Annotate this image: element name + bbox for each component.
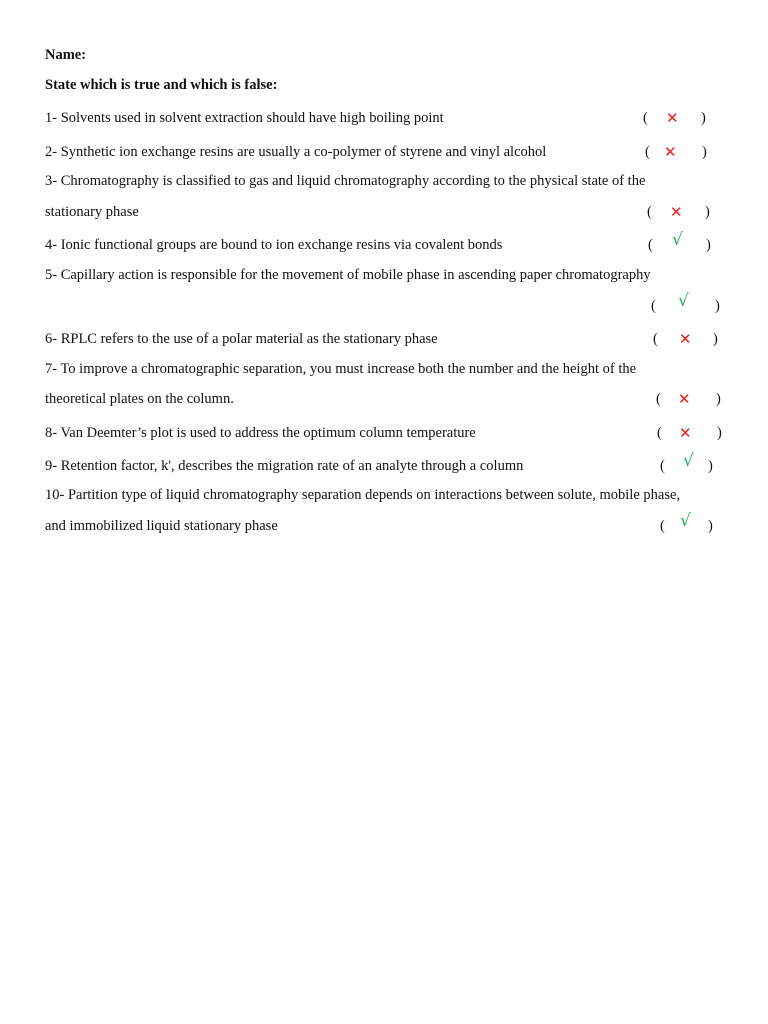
cross-icon: ✕: [670, 203, 683, 221]
question-8-text: 8- Van Deemter’s plot is used to address the optimum column temperature: [45, 425, 476, 441]
question-2-text: 2- Synthetic ion exchange resins are usually a co-polymer of styrene and vinyl alcohol: [45, 144, 547, 160]
question-4-text: 4- Ionic functional groups are bound to ion exchange resins via covalent bonds: [45, 237, 503, 253]
open-paren: (: [647, 204, 652, 220]
open-paren: (: [656, 391, 661, 407]
question-3-text: 3- Chromatography is classified to gas and liquid chromatography according to the physical state of the: [45, 173, 646, 189]
close-paren: ): [701, 110, 706, 126]
question-1-text: 1- Solvents used in solvent extraction should have high boiling point: [45, 110, 444, 126]
close-paren: ): [715, 298, 720, 314]
close-paren: ): [702, 144, 707, 160]
open-paren: (: [648, 237, 653, 253]
cross-icon: ✕: [678, 390, 691, 408]
open-paren: (: [657, 425, 662, 441]
open-paren: (: [645, 144, 650, 160]
open-paren: (: [660, 518, 665, 534]
question-10-text: 10- Partition type of liquid chromatography separation depends on interactions between solute, mobile phase,: [45, 487, 681, 503]
open-paren: (: [651, 298, 656, 314]
checkmark-icon: √: [672, 230, 683, 250]
close-paren: ): [706, 237, 711, 253]
checkmark-icon: √: [683, 451, 694, 471]
close-paren: ): [717, 425, 722, 441]
close-paren: ): [713, 331, 718, 347]
open-paren: (: [643, 110, 648, 126]
question-9-text: 9- Retention factor, k', describes the migration rate of an analyte through a column: [45, 458, 524, 474]
close-paren: ): [708, 518, 713, 534]
close-paren: ): [716, 391, 721, 407]
cross-icon: ✕: [664, 143, 677, 161]
instruction-heading: State which is true and which is false:: [45, 77, 278, 93]
checkmark-icon: √: [678, 291, 689, 311]
question-10-text-cont: and immobilized liquid stationary phase: [45, 518, 278, 534]
open-paren: (: [653, 331, 658, 347]
cross-icon: ✕: [666, 109, 679, 127]
question-3-text-cont: stationary phase: [45, 204, 139, 220]
name-label: Name:: [45, 47, 87, 63]
question-7-text-cont: theoretical plates on the column.: [45, 391, 234, 407]
question-6-text: 6- RPLC refers to the use of a polar material as the stationary phase: [45, 331, 438, 347]
cross-icon: ✕: [679, 424, 692, 442]
checkmark-icon: √: [680, 511, 691, 531]
question-5-text: 5- Capillary action is responsible for the movement of mobile phase in ascending paper chromatography: [45, 267, 651, 283]
cross-icon: ✕: [679, 330, 692, 348]
question-7-text: 7- To improve a chromatographic separation, you must increase both the number and the height of the: [45, 361, 637, 377]
open-paren: (: [660, 458, 665, 474]
close-paren: ): [708, 458, 713, 474]
close-paren: ): [705, 204, 710, 220]
